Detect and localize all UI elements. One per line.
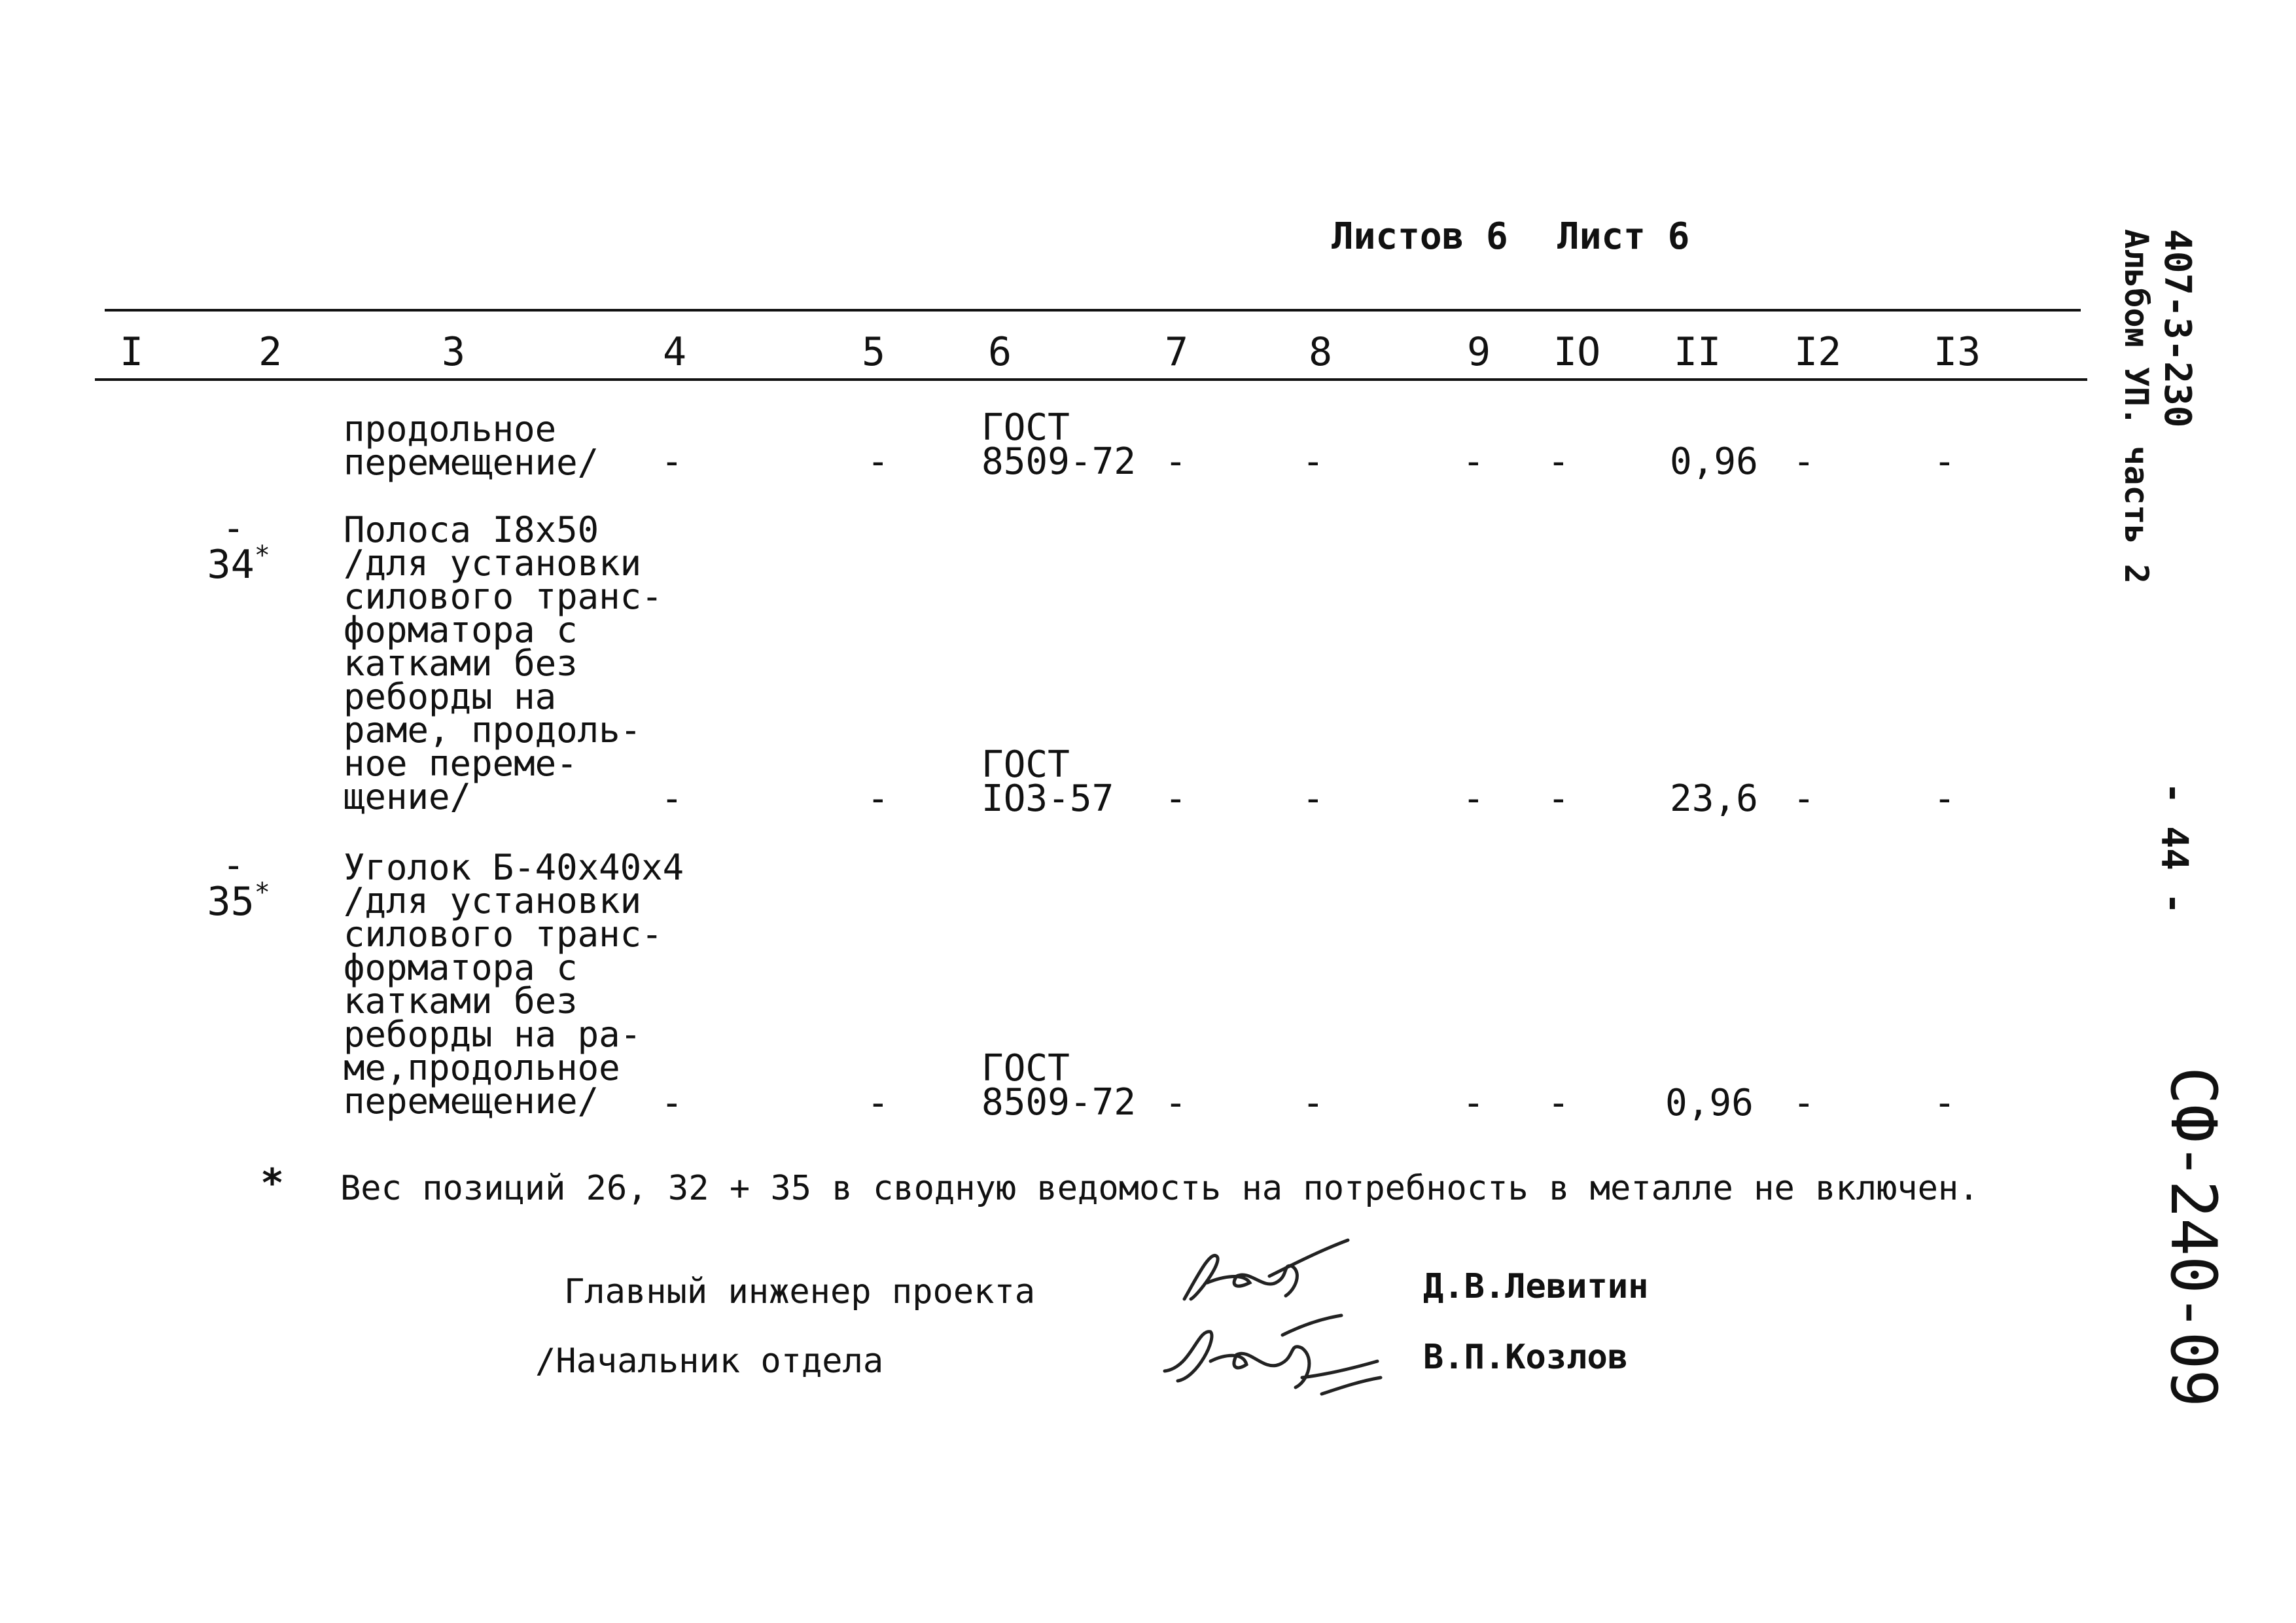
col8-value: - [1302, 1082, 1324, 1124]
col13-value: - [1934, 440, 1956, 483]
col10-value: - [1547, 1082, 1570, 1124]
item-description: Полоса I8х50 /для установки силового транс- форматора с катками без реборды на раме, продоль- ное переме- щение/ [344, 509, 663, 817]
col7-value: - [1165, 777, 1187, 820]
column-number-11: II [1674, 329, 1722, 375]
column-number-13: I3 [1934, 329, 1981, 375]
signature-2-image [1152, 1315, 1387, 1407]
gost-standard: ГОСТ IO3-57 [981, 743, 1114, 820]
column-number-5: 5 [862, 329, 886, 375]
sheet-current: Лист 6 [1557, 215, 1690, 258]
col4-value: - [661, 777, 683, 820]
position-asterisk: * [254, 878, 270, 908]
document-code: СФ-240-09 [2157, 1067, 2230, 1408]
col13-value: - [1934, 777, 1956, 820]
column-number-4: 4 [663, 329, 687, 375]
chief-engineer-title: Главный инженер проекта [564, 1272, 1036, 1311]
sheets-total: Листов 6 [1332, 215, 1508, 258]
department-head-title: /Начальник отдела [535, 1342, 884, 1381]
gost-standard: ГОСТ 8509-72 [981, 406, 1137, 483]
col5-value: - [867, 440, 889, 483]
department-head-name: В.П.Козлов [1423, 1338, 1629, 1377]
item-description: Уголок Б-40х40х4 /для установки силового транс- форматора с катками без реборды на ра- ме,продольное перемещение/ [344, 847, 684, 1122]
position-number: 35 [207, 879, 255, 925]
col4-value: - [661, 1082, 683, 1124]
col8-value: - [1302, 777, 1324, 820]
position-number: 34 [207, 542, 255, 588]
column-number-8: 8 [1309, 329, 1333, 375]
col12-value: - [1793, 440, 1815, 483]
col7-value: - [1165, 440, 1187, 483]
signature-1-image [1171, 1237, 1368, 1315]
document-number: 407-3-230 [2156, 229, 2199, 428]
weight-value: 0,96 [1670, 440, 1758, 483]
column-number-12: I2 [1794, 329, 1842, 375]
column-number-10: IO [1553, 329, 1601, 375]
footnote-text: Вес позиций 26, 32 + 35 в сводную ведомость на потребность в металле не включен. [340, 1169, 1979, 1208]
column-number-9: 9 [1467, 329, 1491, 375]
col8-value: - [1302, 440, 1324, 483]
col10-value: - [1547, 777, 1570, 820]
column-number-1: I [120, 329, 144, 375]
col9-value: - [1462, 777, 1485, 820]
column-number-6: 6 [988, 329, 1012, 375]
col4-value: - [661, 440, 683, 483]
item-description: продольное перемещение/ [344, 408, 599, 483]
page-number: - 44 - [2153, 782, 2195, 915]
col9-value: - [1462, 440, 1485, 483]
footnote-asterisk: * [260, 1160, 285, 1206]
col12-value: - [1793, 1082, 1815, 1124]
col10-value: - [1547, 440, 1570, 483]
col5-value: - [867, 777, 889, 820]
col13-value: - [1934, 1082, 1956, 1124]
gost-standard: ГОСТ 8509-72 [981, 1047, 1137, 1124]
position-asterisk: * [254, 541, 270, 571]
column-number-2: 2 [258, 329, 283, 375]
chief-engineer-name: Д.В.Левитин [1423, 1267, 1649, 1306]
col2-value: - [222, 844, 245, 887]
col5-value: - [867, 1082, 889, 1124]
weight-value: 0,96 [1665, 1082, 1754, 1124]
weight-value: 23,6 [1670, 777, 1758, 820]
column-number-3: 3 [442, 329, 466, 375]
column-number-7: 7 [1165, 329, 1189, 375]
col12-value: - [1793, 777, 1815, 820]
table-top-rule [105, 309, 2081, 312]
col2-value: - [222, 507, 245, 550]
col7-value: - [1165, 1082, 1187, 1124]
col9-value: - [1462, 1082, 1485, 1124]
table-header-rule [95, 378, 2087, 381]
album-part: Альбом УП. часть 2 [2117, 229, 2155, 584]
